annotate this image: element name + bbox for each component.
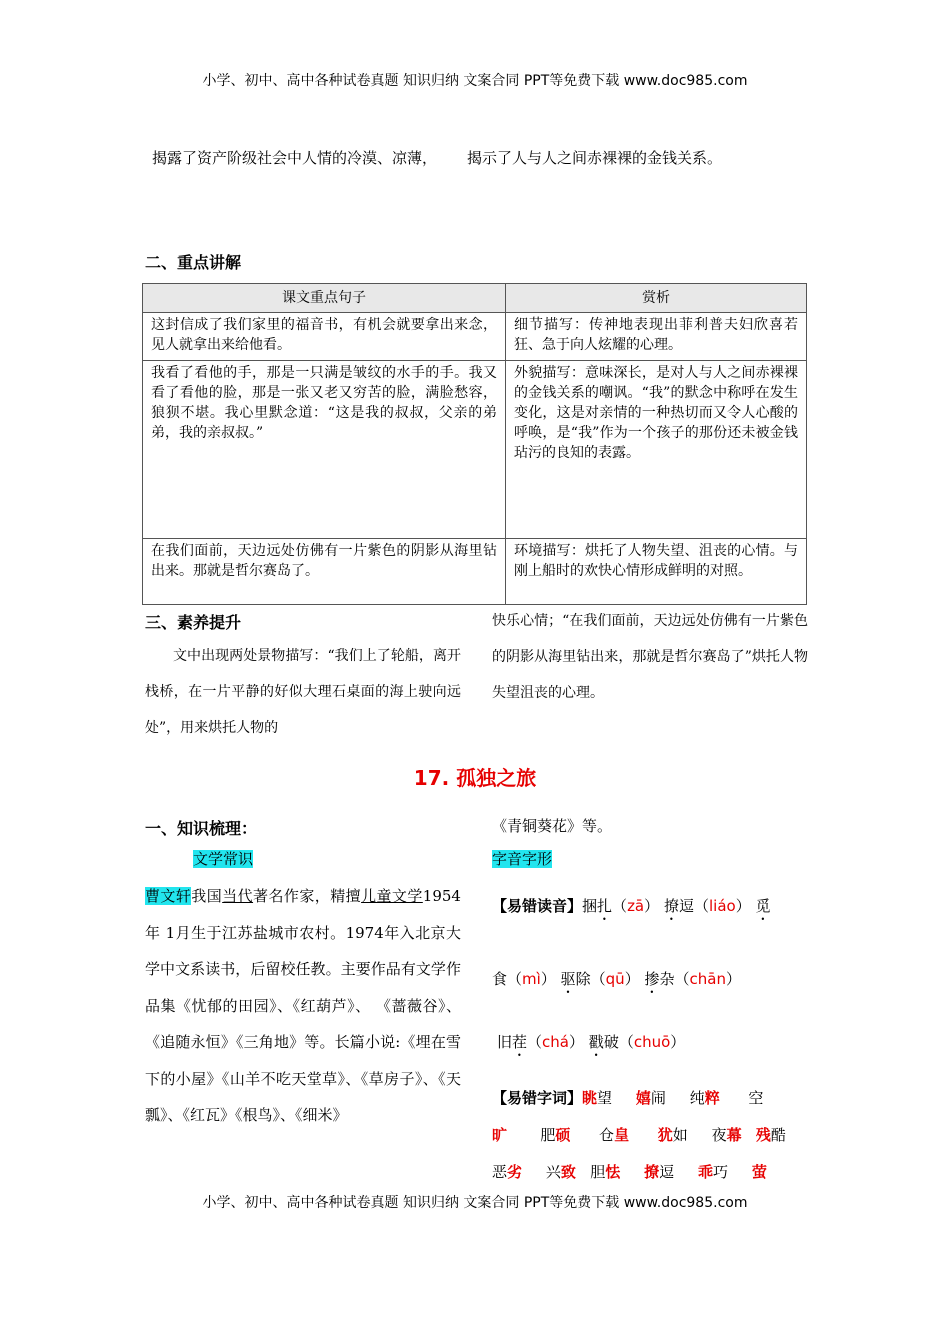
word-item: 犹如 — [657, 1126, 688, 1144]
row1-analysis: 细节描写：传神地表现出菲利普夫妇欣喜若狂、急于向人炫耀的心理。 — [506, 313, 807, 361]
pron-item: 戳破（chuō） — [588, 1033, 686, 1051]
chapter-title: 17. 孤独之旅 — [413, 766, 537, 790]
word-item: 胆怯 — [590, 1163, 621, 1181]
pron-line-2 — [492, 968, 812, 997]
pron-item: 撩逗（liáo） — [663, 897, 751, 915]
section3-right-text: 快乐心情；“在我们面前，天边远处仿佛有一片紫色的阴影从海里钻出来，那就是哲尔赛岛了”烘托人物失望沮丧的心理。 — [492, 613, 808, 701]
table-header-analysis: 赏析 — [506, 284, 807, 313]
word-item: 肥硕 — [540, 1126, 571, 1144]
row2-analysis: 外貌描写：意味深长，是对人与人之间赤裸裸的金钱关系的嘲讽。“我”的默念中称呼在发生变化，这是对亲情的一种热切而又令人心酸的呼唤，是“我”作为一个孩子的那份还未被金钱玷污的良知的表露。 — [506, 361, 807, 539]
row1-sentence: 这封信成了我们家里的福音书，有机会就要拿出来念，见人就拿出来给他看。 — [143, 313, 506, 361]
pron-line-1 — [492, 895, 812, 924]
works-continuation: 《青铜葵花》等。 — [492, 817, 613, 835]
section3-title: 三、素养提升 — [145, 613, 242, 632]
word-item: 夜幕 — [711, 1126, 742, 1144]
bio-ertong: 儿童文学 — [361, 887, 423, 905]
word-item: 仓皇 — [599, 1126, 630, 1144]
knowledge-title: 一、知识梳理： — [145, 819, 258, 838]
error-word-label: 【易错字词】 — [492, 1089, 583, 1107]
intro-line — [152, 147, 722, 168]
pron-item: 食（mì） — [492, 970, 556, 988]
pronunciation-label-text: 字音字形 — [492, 850, 553, 868]
word-item: 嬉闹 — [635, 1089, 666, 1107]
word-item: 残酷 — [755, 1126, 786, 1144]
literary-label-text: 文学常识 — [193, 850, 254, 868]
section2-title: 二、重点讲解 — [145, 253, 242, 272]
table-row — [143, 361, 807, 539]
pron-item: 掺杂（chān） — [644, 970, 741, 988]
row3-sentence: 在我们面前，天边远处仿佛有一片紫色的阴影从海里钻出来。那就是哲尔赛岛了。 — [143, 539, 506, 605]
author-bio — [145, 878, 461, 1134]
row3-analysis: 环境描写：烘托了人物失望、沮丧的心情。与刚上船时的欢快心情形成鲜明的对照。 — [506, 539, 807, 605]
table-header-row — [143, 284, 807, 313]
intro-part2: 揭示了人与人之间赤裸裸的金钱关系。 — [467, 149, 723, 167]
error-read-label: 【易错读音】 — [492, 897, 583, 915]
intro-part1: 揭露了资产阶级社会中人情的冷漠、凉薄， — [152, 149, 438, 167]
pron-item: 旧茬（chá） — [497, 1033, 585, 1051]
bio-part2: 著名作家，精擅 — [253, 887, 362, 905]
word-item: 恶劣 — [492, 1163, 523, 1181]
section3-left-text: 文中出现两处景物描写：“我们上了轮船，离开栈桥，在一片平静的好似大理石桌面的海上驶向远处”，用来烘托人物的 — [145, 648, 461, 736]
word-item: 眺望 — [582, 1089, 613, 1107]
table-row — [143, 539, 807, 605]
pron-item: 驱除（qū） — [560, 970, 640, 988]
pron-item: 捆扎（zā） — [582, 897, 660, 915]
pron-line-3 — [497, 1031, 817, 1060]
word-item: 萤 — [751, 1163, 767, 1181]
word-item: 旷 — [492, 1126, 508, 1144]
word-item: 兴致 — [545, 1163, 576, 1181]
pron-item: 觅 — [755, 897, 771, 915]
table-header-sentence: 课文重点句子 — [143, 284, 506, 313]
pronunciation-label — [492, 848, 552, 869]
row2-sentence: 我看了看他的手，那是一只满是皱纹的水手的手。我又看了看他的脸，那是一张又老又穷苦的脸，满脸愁容，狼狈不堪。我心里默念道：“这是我的叔叔，父亲的弟弟，我的亲叔叔。” — [143, 361, 506, 539]
word-item: 撩逗 — [644, 1163, 675, 1181]
author-name: 曹文轩 — [145, 887, 192, 905]
error-words — [492, 1080, 808, 1191]
bio-dangdai: 当代 — [222, 887, 254, 905]
page-header: 小学、初中、高中各种试卷真题 知识归纳 文案合同 PPT等免费下载 www.doc985.com — [202, 73, 748, 89]
bio-part3: 1954年 1月生于江苏盐城市农村。1974年入北京大学中文系读书，后留校任教。主要作品有文学作品集《忧郁的田园》、《红葫芦》、 《蔷薇谷》、《追随永恒》《三角地》等。长篇小说:《埋在雪下的小屋》《山羊不吃天堂草》、《草房子》、《天瓢》、《红瓦》《根鸟》、《细米》 — [145, 887, 461, 1124]
bio-part1: 我国 — [191, 887, 223, 905]
page-footer: 小学、初中、高中各种试卷真题 知识归纳 文案合同 PPT等免费下载 www.doc985.com — [202, 1195, 748, 1211]
key-sentences-table — [142, 283, 807, 605]
literary-label — [193, 848, 253, 869]
table-row — [143, 313, 807, 361]
word-item: 乖巧 — [697, 1163, 728, 1181]
word-item: 纯粹 — [689, 1089, 720, 1107]
word-item: 空 — [748, 1089, 764, 1107]
